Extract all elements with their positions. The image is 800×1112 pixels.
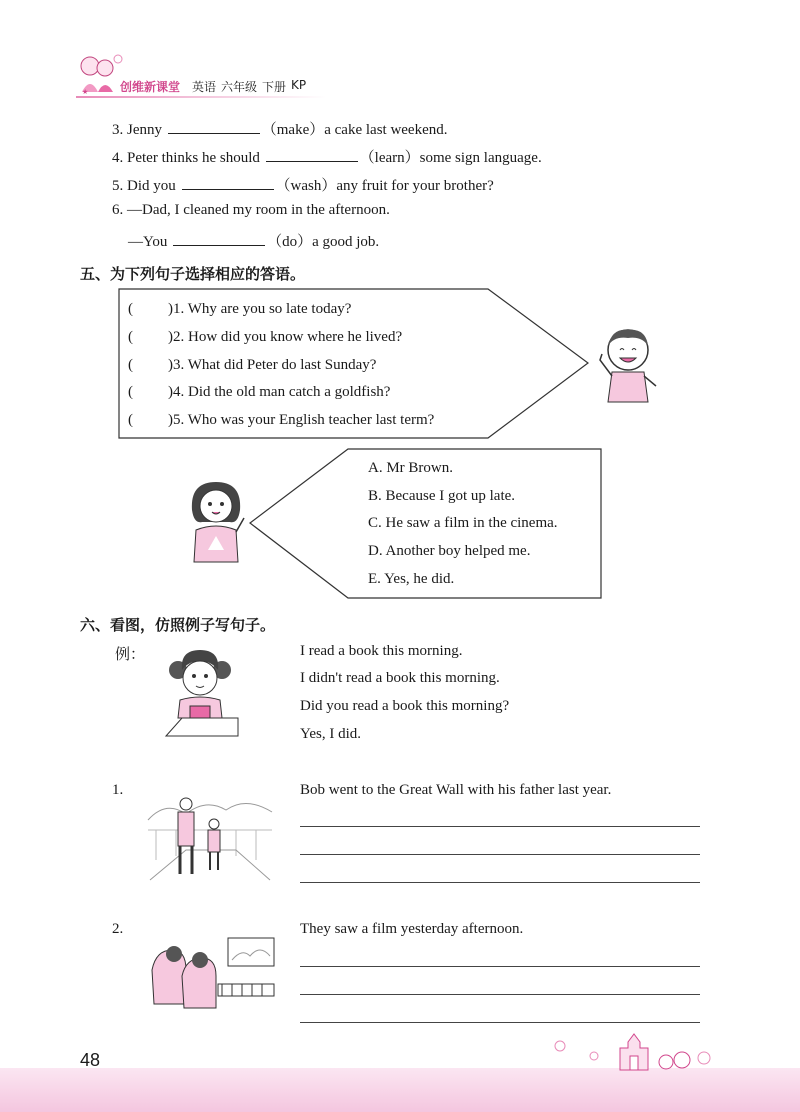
question-row: ( )1. Why are you so late today? [128, 301, 352, 317]
question-row: ( )5. Who was your English teacher last term? [128, 412, 435, 428]
answer-option: A. Mr Brown. [368, 460, 453, 476]
grade-label: 六年级 [221, 80, 258, 94]
cinema-illustration [146, 930, 276, 1020]
svg-text:★: ★ [82, 88, 89, 96]
boy-illustration [592, 320, 664, 410]
writing-line[interactable] [300, 882, 700, 883]
question-row: ( )3. What did Peter do last Sunday? [128, 357, 377, 373]
footer-band [0, 1068, 800, 1112]
answer-paren[interactable]: ( [128, 301, 133, 317]
section5-title: 五、为下列句子选择相应的答语。 [80, 265, 306, 283]
answer-paren[interactable]: ( [128, 357, 133, 373]
subject-label: 英语 [192, 80, 217, 94]
answer-option: E. Yes, he did. [368, 571, 455, 587]
item-number: 2. [112, 921, 124, 937]
blank-item-6: 6. —Dad, I cleaned my room in the afternoon. [112, 202, 390, 218]
great-wall-illustration [146, 790, 274, 882]
girl-illustration [182, 474, 252, 566]
prompt-sentence: Bob went to the Great Wall with his father last year. [300, 782, 612, 798]
writing-line[interactable] [300, 994, 700, 995]
edition-label: KP [291, 78, 307, 92]
answer-option: D. Another boy helped me. [368, 543, 531, 559]
answer-paren[interactable]: ( [128, 412, 133, 428]
example-sentence: Yes, I did. [300, 726, 361, 742]
answer-blank[interactable] [182, 177, 274, 190]
blank-item-6-reply: —You （do）a good job. [128, 234, 380, 250]
writing-line[interactable] [300, 854, 700, 855]
page-number: 48 [80, 1050, 101, 1070]
section6-title: 六、看图，仿照例子写句子。 [80, 616, 276, 634]
blank-item-4: 4. Peter thinks he should （learn）some sign language. [112, 150, 542, 166]
blank-item-3: 3. Jenny （make）a cake last weekend. [112, 122, 448, 138]
question-row: ( )2. How did you know where he lived? [128, 329, 403, 345]
answer-blank[interactable] [173, 233, 265, 246]
answer-option: C. He saw a film in the cinema. [368, 515, 558, 531]
answer-blank[interactable] [168, 121, 260, 134]
castle-decoration [550, 1024, 720, 1072]
answer-paren[interactable]: ( [128, 384, 133, 400]
example-sentence: I didn't read a book this morning. [300, 670, 500, 686]
term-label: 下册 [262, 80, 287, 94]
example-sentence: I read a book this morning. [300, 643, 463, 659]
question-row: ( )4. Did the old man catch a goldfish? [128, 384, 391, 400]
writing-line[interactable] [300, 966, 700, 967]
prompt-sentence: They saw a film yesterday afternoon. [300, 921, 524, 937]
reading-girl-illustration [160, 640, 242, 740]
header-rule [76, 96, 326, 98]
writing-line[interactable] [300, 826, 700, 827]
example-label: 例： [115, 645, 146, 663]
example-sentence: Did you read a book this morning? [300, 698, 510, 714]
answer-option: B. Because I got up late. [368, 488, 516, 504]
item-number: 1. [112, 782, 124, 798]
flower-icon [112, 52, 124, 64]
answer-paren[interactable]: ( [128, 329, 133, 345]
blank-item-5: 5. Did you （wash）any fruit for your brother? [112, 178, 494, 194]
brand-title: 创维新课堂 [120, 80, 181, 94]
answer-blank[interactable] [266, 149, 358, 162]
writing-line[interactable] [300, 1022, 700, 1023]
